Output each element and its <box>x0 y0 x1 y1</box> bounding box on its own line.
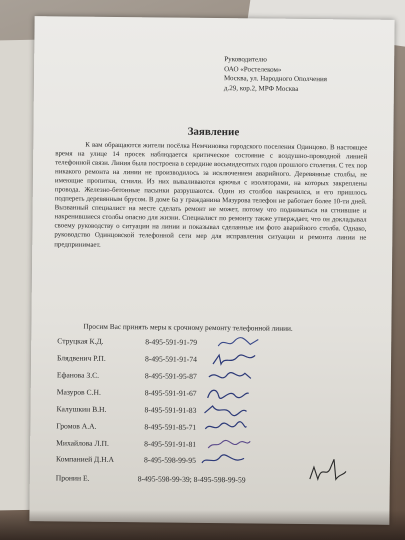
signatory-phone: 8-495-591-91-81 <box>144 439 197 449</box>
signatory-phone: 8-495-591-95-87 <box>144 371 197 381</box>
letter-body <box>54 140 367 252</box>
signatory-name: Михайлова Л.П. <box>56 438 109 448</box>
signatory-name: Компанией Д.Н.А <box>55 454 115 464</box>
signature-scribble <box>216 335 262 349</box>
signatory-name: Пронин Е. <box>55 473 90 483</box>
signatory-name: Струцкая К.Д. <box>57 336 104 346</box>
signatory-name: Ефанова З.С. <box>56 370 100 380</box>
signatory-phone: 8-495-591-91-74 <box>145 354 198 364</box>
signatory-phone: 8-495-591-91-83 <box>144 405 197 415</box>
recipient-address-block <box>224 55 327 94</box>
address-line: д.29, кор.2, МРФ Москва <box>223 83 299 93</box>
signature-scribble <box>202 420 248 434</box>
letter-paragraph: К вам обращаются жители посёлка Немчиновка городского поселения Одинцово. В настоящее время на улице 14 просек наблюдается критическое состояние с воздушно-проводной линией телефонной связи. Линия была построена в середине восьмидесятых годов прошлого столетия. С тех пор никакого ремонта на линии не производилось за исключением аварийного. Деревянные столбы, не имеющие пропитки, сгнили. Из них вываливаются крючья с изоляторами, на которых закреплены провода. Железно-бетонные пасынки разрушаются. Один из столбов накренился, и его пришлось подпереть деревянным брусом. В доме 6а у гражданина Мазурова телефон не работает более 10-ти дней. Вызванный специалист на месте сделать ремонт не может, потому что подниматься на сгнившие и накренившиеся столбы опасно для жизни. Специалист по ремонту также утверждает, что он докладывал своему руководству о ситуации на линии и показывал сделанные им фото аварийного столба. Однако, руководство Одинцовской телефонной сети мер для исправления ситуации и ремонта линии не предпринимает. <box>54 141 368 249</box>
letter-sheet <box>29 16 394 525</box>
signatory-name: Блядвенич Р.П. <box>57 353 106 363</box>
letter-title: Заявление <box>187 125 240 139</box>
signatory-name: Калушкин В.Н. <box>56 404 107 414</box>
signatory-phone: 8-495-591-91-79 <box>145 337 198 347</box>
signature-scribble <box>207 369 253 383</box>
signatory-phone: 8-495-591-85-71 <box>144 422 197 432</box>
address-line: ОАО «Ростелеком» <box>224 64 282 74</box>
signature-scribble <box>211 352 257 366</box>
signature-scribble <box>200 453 246 467</box>
address-line: Москва, ул. Народного Ополчения <box>223 74 328 84</box>
signatory-phone: 8-495-598-99-95 <box>143 455 196 465</box>
signatory-phone: 8-495-591-91-67 <box>144 388 197 398</box>
signatory-name: Громов А.А. <box>56 421 97 431</box>
address-line: Руководителю <box>224 55 267 64</box>
signature-scribble <box>308 457 348 483</box>
signature-scribble <box>202 403 248 417</box>
signatory-name: Мазуров С.Н. <box>56 387 101 397</box>
bottom-shadow <box>0 510 405 540</box>
signatory-phone: 8-495-598-99-39; 8-495-598-99-59 <box>137 474 246 485</box>
signature-scribble <box>205 386 251 400</box>
signature-scribble <box>206 437 252 451</box>
letter-request: Просим Вас принять меры к срочному ремонту телефонной линии. <box>83 321 293 333</box>
